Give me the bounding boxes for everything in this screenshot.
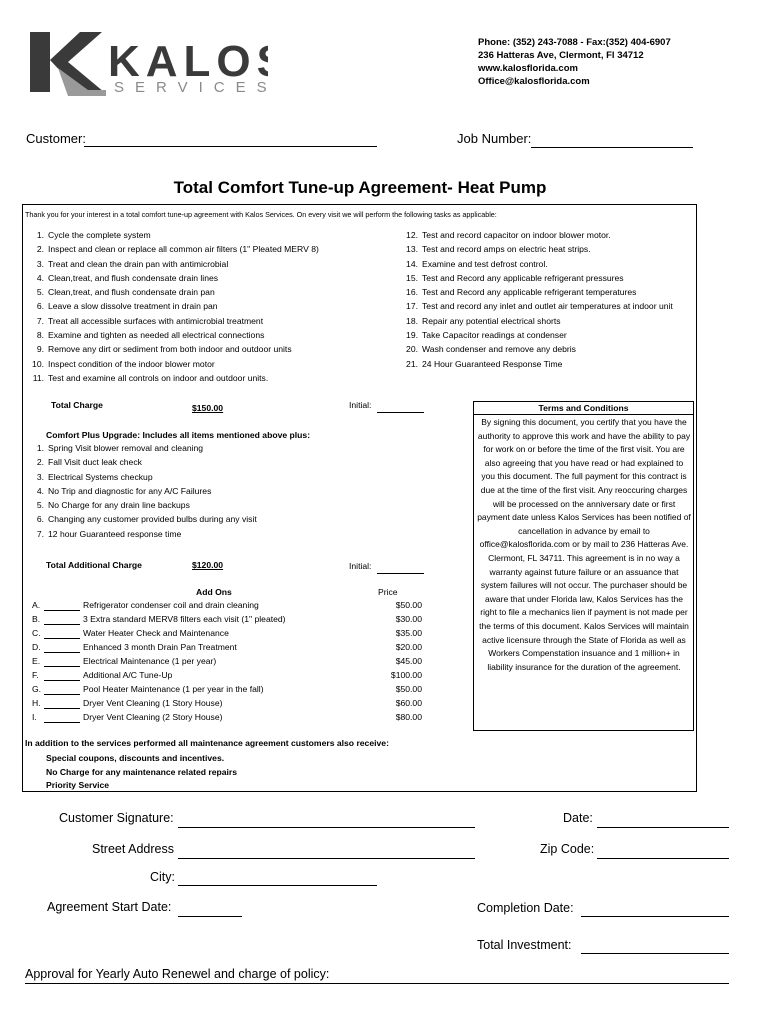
item-text: Clean,treat, and flush condensate drain pan [48, 287, 215, 298]
item-number: 5. [36, 287, 44, 298]
addon-price: $45.00 [395, 656, 422, 666]
email-line: Office@kalosflorida.com [478, 76, 590, 87]
addon-row [30, 614, 430, 628]
additional-charge-initial-label: Initial: [349, 561, 372, 571]
services-left-list [30, 230, 319, 387]
approval-field[interactable] [25, 983, 729, 984]
benefit-item: Special coupons, discounts and incentives. [46, 753, 225, 763]
phone-line: Phone: (352) 243-7088 - Fax:(352) 404-6907 [478, 37, 671, 48]
addon-row [30, 628, 430, 642]
addon-row [30, 656, 430, 670]
item-text: No Trip and diagnostic for any A/C Failures [48, 485, 212, 496]
item-text: Remove any dirt or sediment from both indoor and outdoor units [48, 344, 292, 355]
addons-list [30, 600, 430, 726]
addon-price: $20.00 [395, 642, 422, 652]
job-number-label: Job Number: [457, 131, 532, 146]
item-text: Fall Visit duct leak check [48, 457, 142, 468]
list-item [30, 529, 257, 543]
list-item [30, 443, 257, 457]
item-text: 12 hour Guaranteed response time [48, 528, 182, 539]
total-charge-initial-field[interactable] [377, 412, 424, 413]
total-charge-amount: $150.00 [192, 403, 224, 413]
customer-signature-field[interactable] [178, 827, 475, 828]
addon-text: Dryer Vent Cleaning (2 Story House) [83, 712, 223, 722]
address-line: 236 Hatteras Ave, Clermont, Fl 34712 [478, 50, 644, 61]
list-item [30, 330, 319, 344]
item-number: 21. [406, 358, 418, 369]
addon-price: $60.00 [395, 698, 422, 708]
list-item [30, 359, 319, 373]
zip-code-label: Zip Code: [540, 842, 595, 856]
addon-price: $100.00 [390, 670, 422, 680]
item-number: 8. [36, 330, 44, 341]
benefits-heading: In addition to the services performed all maintenance agreement customers also receive: [25, 738, 389, 748]
page-title: Total Comfort Tune-up Agreement- Heat Pump [173, 178, 547, 197]
benefits-list [46, 752, 237, 793]
terms-heading: Terms and Conditions [474, 402, 693, 415]
addon-select-field[interactable] [44, 652, 80, 653]
item-text: Test and Record any applicable refrigerant pressures [422, 272, 624, 283]
list-item [404, 230, 673, 244]
addon-row [30, 698, 430, 712]
item-number: 7. [36, 528, 44, 539]
addon-letter: I. [32, 712, 37, 722]
benefit-item: Priority Service [46, 780, 110, 790]
item-number: 2. [36, 457, 44, 468]
agreement-start-date-field[interactable] [178, 916, 242, 917]
job-number-field[interactable] [531, 147, 693, 148]
item-number: 6. [36, 301, 44, 312]
addon-text: Enhanced 3 month Drain Pan Treatment [83, 642, 237, 652]
addon-text: Refrigerator condenser coil and drain cleaning [83, 600, 259, 610]
terms-box [473, 401, 694, 731]
city-field[interactable] [178, 885, 377, 886]
customer-label: Customer: [26, 131, 86, 146]
item-number: 4. [36, 272, 44, 283]
item-text: Test and record amps on electric heat strips. [422, 244, 591, 255]
upgrade-heading: Comfort Plus Upgrade: Includes all items mentioned above plus: [46, 430, 311, 440]
list-item [30, 316, 319, 330]
item-text: Clean,treat, and flush condensate drain lines [48, 272, 219, 283]
logo-subtitle: SERVICES [114, 79, 268, 96]
logo-wordmark: KALO [108, 37, 257, 86]
addon-row [30, 642, 430, 656]
list-item [30, 514, 257, 528]
list-item [404, 259, 673, 273]
intro-text: Thank you for your interest in a total comfort tune-up agreement with Kalos Services. On every visit we will perform the following tasks as applicable: [25, 210, 497, 219]
total-investment-field[interactable] [581, 953, 729, 954]
addon-select-field[interactable] [44, 610, 80, 611]
kalos-logo [28, 30, 268, 100]
item-number: 14. [406, 258, 418, 269]
list-item [30, 230, 319, 244]
list-item [404, 359, 673, 373]
addon-row [30, 600, 430, 614]
item-text: 24 Hour Guaranteed Response Time [422, 358, 563, 369]
list-item [404, 273, 673, 287]
item-number: 1. [36, 230, 44, 240]
addon-row [30, 684, 430, 698]
item-number: 11. [32, 372, 44, 383]
item-text: Test and record any inlet and outlet air temperatures at indoor unit [422, 301, 673, 312]
date-field[interactable] [597, 827, 729, 828]
list-item [404, 287, 673, 301]
addon-text: Additional A/C Tune-Up [83, 670, 173, 680]
item-number: 5. [36, 500, 44, 511]
addon-select-field[interactable] [44, 666, 80, 667]
street-address-field[interactable] [178, 858, 475, 859]
total-charge-initial-label: Initial: [349, 400, 372, 410]
list-item [404, 316, 673, 330]
item-number: 13. [406, 244, 418, 255]
approval-label: Approval for Yearly Auto Renewel and charge of policy: [25, 967, 330, 981]
item-number: 20. [406, 344, 418, 355]
item-number: 7. [36, 315, 44, 326]
addon-letter: A. [32, 600, 41, 610]
list-item [30, 301, 319, 315]
item-number: 10. [32, 358, 44, 369]
list-item [404, 244, 673, 258]
item-text: Cycle the complete system [48, 230, 151, 240]
item-number: 3. [36, 471, 44, 482]
item-text: Spring Visit blower removal and cleaning [48, 443, 204, 453]
completion-date-field[interactable] [581, 916, 729, 917]
agreement-start-date-label: Agreement Start Date: [47, 900, 172, 914]
additional-charge-initial-field[interactable] [377, 573, 424, 574]
item-text: Electrical Systems checkup [48, 471, 153, 482]
contact-block [478, 36, 671, 88]
list-item [30, 287, 319, 301]
addon-price: $30.00 [395, 614, 422, 624]
addon-text: Pool Heater Maintenance (1 per year in the fall) [83, 684, 264, 694]
list-item [404, 344, 673, 358]
item-text: Test and record capacitor on indoor blower motor. [422, 230, 611, 240]
item-number: 15. [406, 272, 418, 283]
additional-charge-label: Total Additional Charge [46, 560, 142, 570]
total-investment-label: Total Investment: [477, 938, 572, 952]
addon-select-field[interactable] [44, 624, 80, 625]
addon-row [30, 712, 430, 726]
item-text: Repair any potential electrical shorts [422, 315, 561, 326]
customer-field[interactable] [84, 146, 377, 147]
item-text: Take Capacitor readings at condenser [422, 330, 567, 341]
addon-select-field[interactable] [44, 708, 80, 709]
benefit-item: No Charge for any maintenance related repairs [46, 766, 238, 777]
item-text: Test and examine all controls on indoor and outdoor units. [48, 372, 269, 383]
item-number: 19. [406, 330, 418, 341]
addons-price-heading: Price [378, 587, 398, 597]
item-number: 4. [36, 485, 44, 496]
list-item [30, 373, 319, 387]
list-item [30, 500, 257, 514]
item-text: Treat all accessible surfaces with antimicrobial treatment [48, 315, 264, 326]
website-line: www.kalosflorida.com [478, 63, 578, 74]
addon-select-field[interactable] [44, 722, 80, 723]
item-number: 1. [36, 443, 44, 453]
item-text: No Charge for any drain line backups [48, 500, 190, 511]
addon-letter: D. [32, 642, 41, 652]
addon-select-field[interactable] [44, 680, 80, 681]
completion-date-label: Completion Date: [477, 901, 574, 915]
list-item [30, 457, 257, 471]
item-number: 17. [406, 301, 418, 312]
item-text: Leave a slow dissolve treatment in drain pan [48, 301, 218, 312]
addon-letter: B. [32, 614, 41, 624]
item-number: 9. [36, 344, 44, 355]
item-text: Treat and clean the drain pan with antimicrobial [48, 258, 229, 269]
list-item [404, 330, 673, 344]
addon-select-field[interactable] [44, 694, 80, 695]
list-item [30, 259, 319, 273]
addon-text: 3 Extra standard MERV8 filters each visit (1" pleated) [83, 614, 286, 624]
addon-row [30, 670, 430, 684]
terms-body: By signing this document, you certify that you have the authority to approve this work and have the ability to pay for work on or before the time of the first visit. You are also agreeing that you have read or had explained to you this document. The full payment for this contract is due at the time of the first visit. Any reoccuring charges will be processed on the anniversary date or first payment date unless Kalos Services has been notified of cancellation in advance by email to office@kalosflorida.com or by mail to 236 Hatteras Ave. Clermont, FL 34711. This agreement is in no way a warranty against future failure or an assuance that system failures will not occur. The purchaser should be aware that under Florida law, Kalos Services has the right to file a mechanics lien if payment is not made per the terms of this document. Kalos Services will maintain active licensure through the State of Florida as well as Workers Compenstation insuance and 1 million+ in liability insurance for the duration of the agreement. [477, 417, 691, 672]
item-text: Inspect and clean or replace all common air filters (1" Pleated MERV 8) [48, 244, 319, 255]
addon-letter: G. [32, 684, 42, 694]
item-number: 18. [406, 315, 418, 326]
addon-text: Water Heater Check and Maintenance [83, 628, 229, 638]
kalos-logo-graphic [28, 30, 268, 100]
additional-charge-amount: $120.00 [192, 560, 224, 570]
item-number: 2. [36, 244, 44, 255]
item-number: 6. [36, 514, 44, 525]
item-text: Wash condenser and remove any debris [422, 344, 576, 355]
addon-letter: F. [32, 670, 39, 680]
addon-letter: C. [32, 628, 41, 638]
list-item [30, 486, 257, 500]
list-item [30, 273, 319, 287]
list-item [404, 301, 673, 315]
addon-price: $50.00 [395, 600, 422, 610]
addon-price: $50.00 [395, 684, 422, 694]
item-number: 16. [406, 287, 418, 298]
item-text: Examine and test defrost control. [422, 258, 548, 269]
street-address-label: Street Address [92, 842, 174, 856]
addon-letter: H. [32, 698, 41, 708]
list-item [30, 472, 257, 486]
city-label: City: [150, 870, 175, 884]
item-number: 3. [36, 258, 44, 269]
addon-text: Dryer Vent Cleaning (1 Story House) [83, 698, 223, 708]
addons-heading: Add Ons [196, 587, 232, 597]
total-charge-label: Total Charge [51, 400, 103, 410]
list-item [30, 344, 319, 358]
addon-price: $80.00 [395, 712, 422, 722]
item-text: Examine and tighten as needed all electrical connections [48, 330, 265, 341]
date-label: Date: [563, 811, 593, 825]
addon-text: Electrical Maintenance (1 per year) [83, 656, 217, 666]
item-text: Changing any customer provided bulbs during any visit [48, 514, 257, 525]
services-right-list [404, 230, 673, 373]
item-number: 12. [406, 230, 418, 240]
zip-code-field[interactable] [597, 858, 729, 859]
addon-letter: E. [32, 656, 41, 666]
addon-select-field[interactable] [44, 638, 80, 639]
item-text: Test and Record any applicable refrigerant temperatures [422, 287, 637, 298]
list-item [30, 244, 319, 258]
upgrade-list [30, 443, 257, 543]
customer-signature-label: Customer Signature: [59, 811, 174, 825]
item-text: Inspect condition of the indoor blower motor [48, 358, 215, 369]
addon-price: $35.00 [395, 628, 422, 638]
